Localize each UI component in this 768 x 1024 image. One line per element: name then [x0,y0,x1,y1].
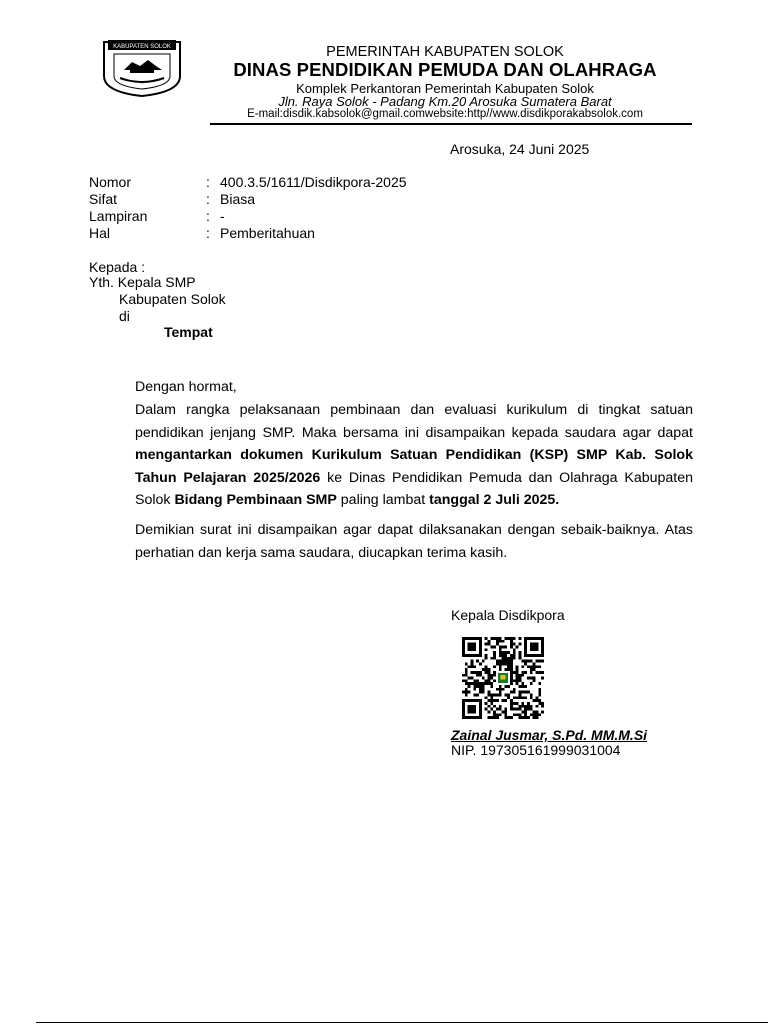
signer-name: Zainal Jusmar, S.Pd. MM.M.Si [451,727,648,743]
letterhead-contact: E-mail:disdik.kabsolok@gmail.comwebsite:http//www.disdikporakabsolok.com [247,108,643,120]
meta-colon: : [206,174,210,190]
meta-value-nomor: 400.3.5/1611/Disdikpora-2025 [220,174,407,190]
meta-colon: : [206,191,210,207]
recipient-line3: di [119,308,130,324]
p1-text-a: Dalam rangka pelaksanaan pembinaan dan evaluasi kurikulum di tingkat satuan pendidikan jenjang SMP. Maka bersama ini disampaikan kepada saudara agar dapat [135,402,693,441]
p1-bold-document: mengantarkan dokumen Kurikulum Satuan Pendidikan (KSP) SMP Kab. Solok Tahun Pelajaran 2025/2026 [135,447,693,486]
recipient-line4: Tempat [164,324,213,340]
meta-colon: : [206,208,210,224]
page-bottom-rule [36,1022,768,1023]
meta-label-lampiran: Lampiran [89,208,148,224]
body-paragraph-1 [135,399,693,512]
meta-colon: : [206,225,210,241]
svg-text:···: ··· [140,82,144,86]
greeting: Dengan hormat, [135,379,237,395]
p1-bold-deadline: tanggal 2 Juli 2025. [429,492,560,508]
letterhead-agency: DINAS PENDIDIKAN PEMUDA DAN OLAHRAGA [233,59,657,80]
signature-title: Kepala Disdikpora [451,607,565,623]
recipient-line2: Kabupaten Solok [119,291,226,307]
p1-bold-division: Bidang Pembinaan SMP [174,492,337,508]
meta-value-lampiran: - [220,208,225,224]
p1-text-c: ke Dinas Pendidikan Pemuda dan Olahraga Kabupaten Solok [135,469,693,508]
logo-banner-text: KABUPATEN SOLOK [113,44,171,50]
recipient-line1: Yth. Kepala SMP [89,274,196,290]
letterhead-address: Jln. Raya Solok - Padang Km.20 Arosuka Sumatera Barat [278,94,612,109]
meta-label-nomor: Nomor [89,174,132,190]
meta-label-sifat: Sifat [89,191,118,207]
letterhead-complex: Komplek Perkantoran Pemerintah Kabupaten Solok [296,81,594,96]
p1-text-e: paling lambat [336,492,430,508]
kabupaten-solok-logo [100,36,184,98]
place-date: Arosuka, 24 Juni 2025 [450,141,590,157]
recipient-kepada: Kepada : [89,259,146,275]
meta-value-hal: Pemberitahuan [220,225,315,241]
body-paragraph-2: Demikian surat ini disampaikan agar dapat dilaksanakan dengan sebaik-baiknya. Atas perhatian dan kerja sama saudara, diucapkan terima kasih. [135,522,693,561]
letterhead-government: PEMERINTAH KABUPATEN SOLOK [326,44,564,60]
meta-label-hal: Hal [89,225,111,241]
signer-nip: NIP. 197305161999031004 [451,742,621,758]
letterhead-rule [210,123,692,125]
meta-value-sifat: Biasa [220,191,256,207]
qr-code-signature [458,637,548,719]
